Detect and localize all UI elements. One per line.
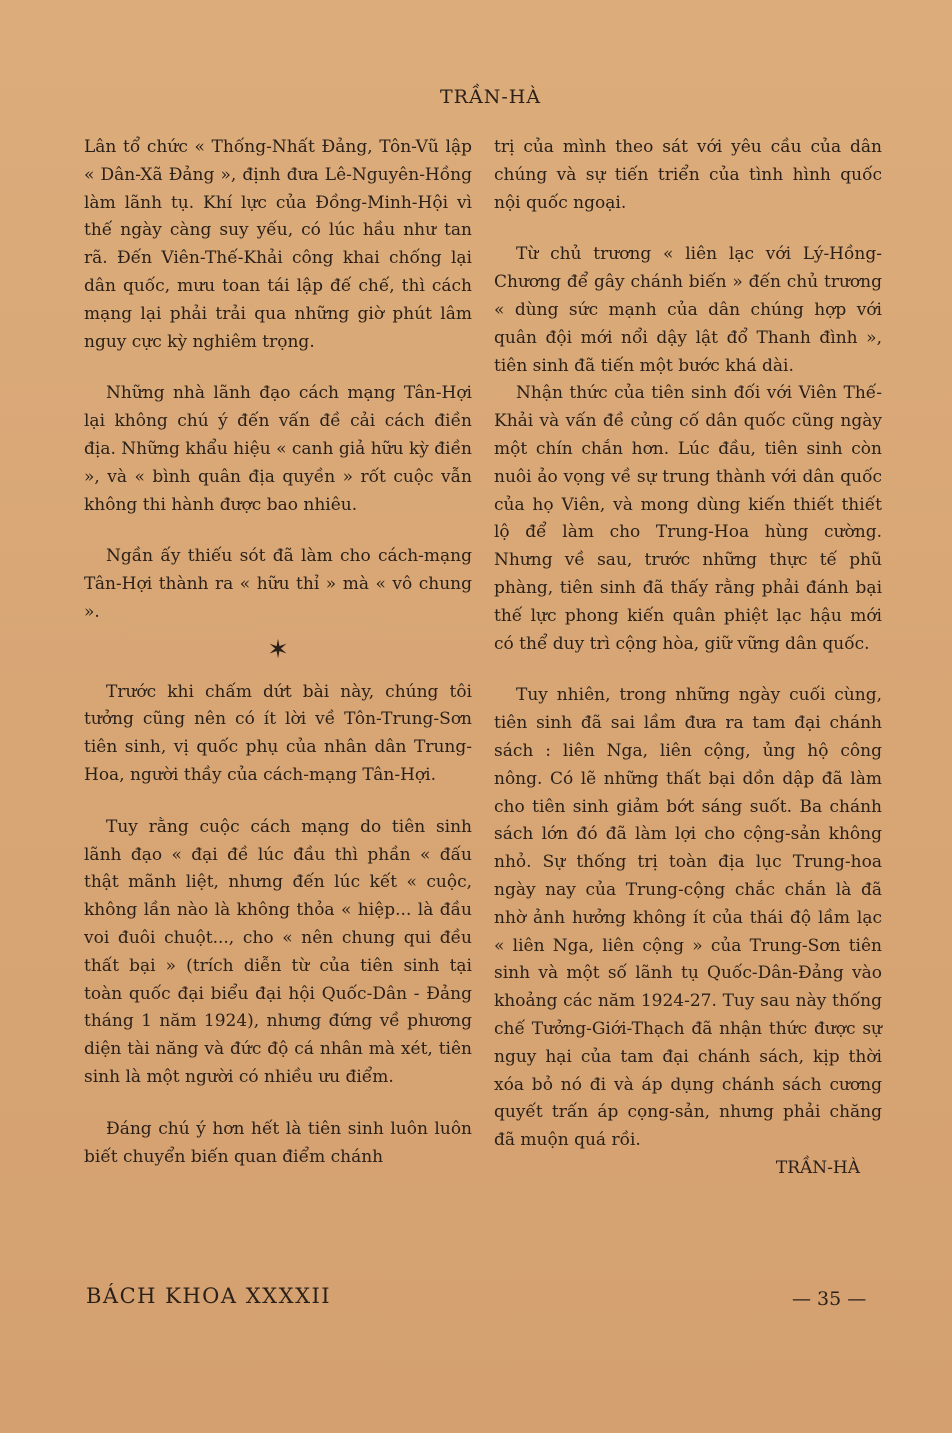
paragraph: Những nhà lãnh đạo cách mạng Tân-Hợi lại không chú ý đến vấn đề cải cách điền địa. Những khẩu hiệu « canh giả hữu kỳ điền », và « bình quân địa quyền » rốt cuộc vẫn không thi hành được bao nhiêu. <box>84 383 472 515</box>
page-number: — 35 — <box>792 1288 867 1310</box>
left-column <box>84 134 472 1171</box>
running-header: TRẦN-HÀ <box>440 86 542 108</box>
author-signature: TRẦN-HÀ <box>775 1157 860 1178</box>
right-column <box>494 134 882 1183</box>
paragraph: Nhận thức của tiên sinh đối với Viên Thế-Khải và vấn đề củng cố dân quốc cũng ngày một chín chắn hơn. Lúc đầu, tiên sinh còn nuôi ảo vọng về sự trung thành với dân quốc của họ Viên, và mong dùng kiến thiết thiết lộ để làm cho Trung-Hoa hùng cường. Nhưng về sau, trước những thực tế phũ phàng, tiên sinh đã thấy rằng phải đánh bại thế lực phong kiến quân phiệt lạc hậu mới có thể duy trì cộng hòa, giữ vững dân quốc. <box>494 383 882 654</box>
paragraph: trị của mình theo sát với yêu cầu của dân chúng và sự tiến triển của tình hình quốc nội quốc ngoại. <box>494 137 882 213</box>
paragraph: Tuy nhiên, trong những ngày cuối cùng, tiên sinh đã sai lầm đưa ra tam đại chánh sách : liên Nga, liên cộng, ủng hộ công nông. Có lẽ những thất bại dồn dập đã làm cho tiên sinh giảm bớt sáng suốt. Ba chánh sách lớn đó đã làm lợi cho cộng-sản không nhỏ. Sự thống trị toàn địa lục Trung-hoa ngày nay của Trung-cộng chắc chắn là đã nhờ ảnh hưởng không ít của thái độ lầm lạc « liên Nga, liên cộng » của Trung-Sơn tiên sinh và một số lãnh tụ Quốc-Dân-Đảng vào khoảng các năm 1924-27. Tuy sau này thống chế Tưởng-Giới-Thạch đã nhận thức được sự nguy hại của tam đại chánh sách, kịp thời xóa bỏ nó đi và áp dụng chánh sách cương quyết trấn áp cọng-sản, nhưng phải chăng đã muộn quá rồi. <box>494 685 882 1151</box>
paragraph: Lân tổ chức « Thống-Nhất Đảng, Tôn-Vũ lập « Dân-Xã Đảng », định đưa Lê-Nguyên-Hồng làm lãnh tụ. Khí lực của Đồng-Minh-Hội vì thế ngày càng suy yếu, có lúc hầu như tan rã. Đến Viên-Thế-Khải công khai chống lại dân quốc, mưu toan tái lập đế chế, thì cách mạng lại phải trải qua những giờ phút lâm nguy cực kỳ nghiêm trọng. <box>84 137 472 352</box>
paragraph: Từ chủ trương « liên lạc với Lý-Hồng-Chương để gây chánh biến » đến chủ trương « dùng sức mạnh của dân chúng hợp với quân đội mới nổi dậy lật đổ Thanh đình », tiên sinh đã tiến một bước khá dài. <box>494 244 882 376</box>
paragraph: Đáng chú ý hơn hết là tiên sinh luôn luôn biết chuyển biến quan điểm chánh <box>84 1118 472 1167</box>
section-separator-icon: ✶ <box>267 634 289 665</box>
paragraph: Tuy rằng cuộc cách mạng do tiên sinh lãnh đạo « đại đề lúc đầu thì phần « đấu thật mãnh liệt, nhưng đến lúc kết « cuộc, không lần nào là không thỏa « hiệp... là đầu voi đuôi chuột..., cho « nên chung qui đều thất bại » (trích diễn từ của tiên sinh tại toàn quốc đại biểu đại hội Quốc-Dân - Đảng tháng 1 năm 1924), nhưng đứng về phương diện tài năng và đức độ cá nhân mà xét, tiên sinh là một người có nhiều ưu điểm. <box>84 816 472 1087</box>
paragraph: Trước khi chấm dứt bài này, chúng tôi tưởng cũng nên có ít lời về Tôn-Trung-Sơn tiên sinh, vị quốc phụ của nhân dân Trung-Hoa, người thầy của cách-mạng Tân-Hợi. <box>84 681 472 785</box>
magazine-footer: BÁCH KHOA XXXXII <box>86 1284 332 1308</box>
paragraph: Ngần ấy thiếu sót đã làm cho cách-mạng Tân-Hợi thành ra « hữu thỉ » mà « vô chung ». <box>84 546 472 622</box>
